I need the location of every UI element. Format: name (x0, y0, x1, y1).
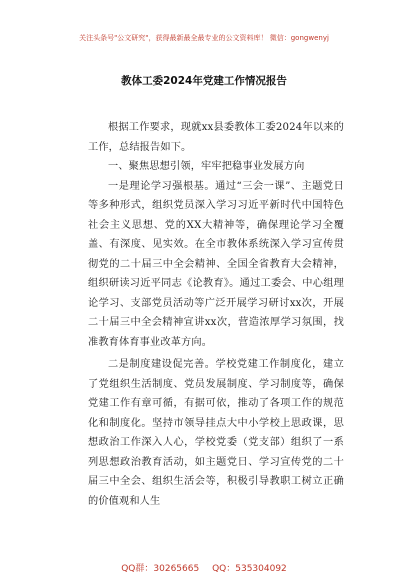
intro-paragraph: 根据工作要求，现就xx县委教体工委2024年以来的工作，总结报告如下。 (88, 122, 344, 153)
section-heading: 一、聚焦思想引领，牢牢把稳事业发展方向 (108, 161, 305, 172)
document-title: 教体工委2024年党建工作情况报告 (121, 75, 287, 87)
header-note: 关注头条号"公文研究"，获得最新最全最专业的公文资料库！ 微信：gongwenyj (79, 34, 329, 42)
body-paragraph: 一是理论学习强根基。通过“三会一课”、主题党日等多种形式，组织党员深入学习习近平新时代中国特色社会主义思想、党的XX大精神等，确保理论学习全覆盖、有深度、见实效。在全市教体系统深入学习宣传贯彻党的二十届三中全会精神、全国全省教育大会精神，组织研读习近平同志《论教育》。通过工委会、中心组理论学习、支部党员活动等广泛开展学习研讨xx次，开展二十届三中全会精神宣讲xx次，营造浓厚学习氛围，找准教育体育事业改革方向。 (88, 180, 344, 348)
document-body (88, 118, 344, 511)
body-paragraph: 二是制度建设促完善。学校党建工作制度化，建立了党组织生活制度、党员发展制度、学习制度等，确保党建工作有章可循，有据可依，推动了各项工作的规范化和制度化。坚持市领导挂点大中小学校上思政课，思想政治工作深入人心，学校党委（党支部）组织了一系列思想政治教育活动，如主题党日、学习宣传党的二十届三中全会、组织生活会等，积极引导教职工树立正确的价值观和人生 (88, 359, 344, 507)
footer-qq-group: QQ群：30265665 (121, 564, 200, 574)
footer-contact (0, 561, 408, 574)
footer-qq: QQ：535304092 (212, 564, 287, 574)
